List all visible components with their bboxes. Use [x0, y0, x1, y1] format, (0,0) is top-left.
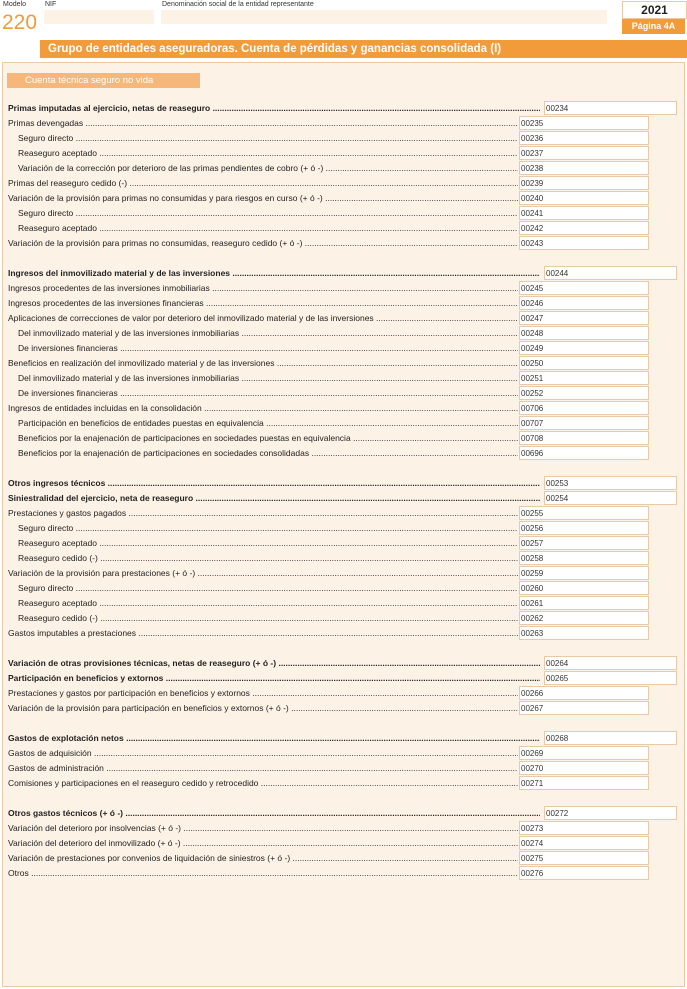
form-row — [0, 656, 687, 671]
row-label: Participación en beneficios de entidades puestas en equivalencia ..... — [18, 416, 518, 431]
box-code: 00273 — [521, 824, 544, 833]
row-label: Reaseguro aceptado ..... — [18, 221, 518, 236]
box-code: 00237 — [521, 149, 544, 158]
form-row — [0, 221, 687, 236]
row-label: Prestaciones y gastos por participación en beneficios y extornos ..... — [8, 686, 518, 701]
row-label: Seguro directo ..... — [18, 131, 518, 146]
form-row — [0, 311, 687, 326]
form-row — [0, 731, 687, 746]
row-label: Participación en beneficios y extornos ..... — [8, 671, 540, 686]
form-row — [0, 326, 687, 341]
form-row — [0, 671, 687, 686]
form-row — [0, 821, 687, 836]
form-row — [0, 266, 687, 281]
box-code: 00244 — [546, 269, 569, 278]
box-code: 00707 — [521, 419, 544, 428]
form-row — [0, 836, 687, 851]
form-row — [0, 626, 687, 641]
form-row — [0, 476, 687, 491]
box-code: 00254 — [546, 494, 569, 503]
page-title: Grupo de entidades aseguradoras. Cuenta de pérdidas y ganancias consolidada (I) — [40, 40, 687, 58]
form-row — [0, 686, 687, 701]
box-code: 00708 — [521, 434, 544, 443]
form-row — [0, 161, 687, 176]
box-code: 00246 — [521, 299, 544, 308]
form-row — [0, 116, 687, 131]
row-label: Gastos imputables a prestaciones ..... — [8, 626, 518, 641]
form-row — [0, 401, 687, 416]
row-label: De inversiones financieras ..... — [18, 341, 518, 356]
box-code: 00266 — [521, 689, 544, 698]
box-code: 00236 — [521, 134, 544, 143]
row-label: Primas del reaseguro cedido (-) ..... — [8, 176, 518, 191]
row-label: Del inmovilizado material y de las inversiones inmobiliarias ..... — [18, 371, 518, 386]
row-label: Del inmovilizado material y de las inversiones inmobiliarias ..... — [18, 326, 518, 341]
box-code: 00268 — [546, 734, 569, 743]
row-label: Variación de la provisión para primas no consumidas, reaseguro cedido (+ ó -) ..... — [8, 236, 518, 251]
box-code: 00240 — [521, 194, 544, 203]
form-row — [0, 371, 687, 386]
form-row — [0, 341, 687, 356]
row-label: Ingresos del inmovilizado material y de las inversiones ..... — [8, 266, 540, 281]
box-code: 00269 — [521, 749, 544, 758]
row-label: Variación de la provisión para primas no consumidas y para riesgos en curso (+ ó -) ..... — [8, 191, 518, 206]
form-row — [0, 761, 687, 776]
box-code: 00262 — [521, 614, 544, 623]
box-code: 00249 — [521, 344, 544, 353]
row-label: Aplicaciones de correcciones de valor por deterioro del inmovilizado material y de las inversiones ..... — [8, 311, 518, 326]
row-label: Gastos de adquisición ..... — [8, 746, 518, 761]
row-label: Reaseguro aceptado ..... — [18, 596, 518, 611]
form-row — [0, 146, 687, 161]
box-code: 00243 — [521, 239, 544, 248]
box-code: 00261 — [521, 599, 544, 608]
box-code: 00241 — [521, 209, 544, 218]
denominacion-field[interactable] — [161, 10, 607, 24]
box-code: 00274 — [521, 839, 544, 848]
box-code: 00242 — [521, 224, 544, 233]
row-label: Primas devengadas ..... — [8, 116, 518, 131]
form-row — [0, 611, 687, 626]
row-label: Variación del deterioro del inmovilizado (+ ó -) ..... — [8, 836, 518, 851]
box-code: 00250 — [521, 359, 544, 368]
modelo-label: Modelo — [3, 1, 26, 8]
box-code: 00265 — [546, 674, 569, 683]
form-row — [0, 596, 687, 611]
form-row — [0, 866, 687, 881]
form-row — [0, 386, 687, 401]
row-label: Reaseguro cedido (-) ..... — [18, 611, 518, 626]
box-code: 00257 — [521, 539, 544, 548]
row-label: Reaseguro cedido (-) ..... — [18, 551, 518, 566]
nif-field[interactable] — [44, 10, 154, 24]
box-code: 00271 — [521, 779, 544, 788]
box-code: 00264 — [546, 659, 569, 668]
row-label: Primas imputadas al ejercicio, netas de reaseguro ..... — [8, 101, 540, 116]
form-row — [0, 776, 687, 791]
form-row — [0, 581, 687, 596]
box-code: 00258 — [521, 554, 544, 563]
box-code: 00251 — [521, 374, 544, 383]
form-row — [0, 416, 687, 431]
box-code: 00238 — [521, 164, 544, 173]
form-row — [0, 491, 687, 506]
box-code: 00255 — [521, 509, 544, 518]
box-code: 00253 — [546, 479, 569, 488]
box-code: 00260 — [521, 584, 544, 593]
form-row — [0, 236, 687, 251]
modelo-number: 220 — [2, 11, 38, 34]
row-label: Variación de la corrección por deterioro de las primas pendientes de cobro (+ ó -) ..... — [18, 161, 518, 176]
box-code: 00259 — [521, 569, 544, 578]
form-row — [0, 536, 687, 551]
box-code: 00234 — [546, 104, 569, 113]
box-code: 00256 — [521, 524, 544, 533]
row-label: Ingresos procedentes de las inversiones financieras ..... — [8, 296, 518, 311]
row-label: Seguro directo ..... — [18, 521, 518, 536]
form-row — [0, 506, 687, 521]
form-row — [0, 176, 687, 191]
form-row — [0, 746, 687, 761]
row-label: Variación del deterioro por insolvencias (+ ó -) ..... — [8, 821, 518, 836]
form-row — [0, 551, 687, 566]
box-code: 00696 — [521, 449, 544, 458]
form-row — [0, 431, 687, 446]
page-badge: Página 4A — [622, 19, 685, 34]
box-code: 00239 — [521, 179, 544, 188]
box-code: 00248 — [521, 329, 544, 338]
row-label: Prestaciones y gastos pagados ..... — [8, 506, 518, 521]
denominacion-label: Denominación social de la entidad representante — [162, 1, 314, 8]
form-row — [0, 131, 687, 146]
row-label: De inversiones financieras ..... — [18, 386, 518, 401]
row-label: Variación de la provisión para prestaciones (+ ó -) ..... — [8, 566, 518, 581]
row-label: Comisiones y participaciones en el reaseguro cedido y retrocedido ..... — [8, 776, 518, 791]
box-code: 00276 — [521, 869, 544, 878]
row-label: Seguro directo ..... — [18, 581, 518, 596]
section-tab: Cuenta técnica seguro no vida — [7, 73, 200, 88]
row-label: Gastos de administración ..... — [8, 761, 518, 776]
box-code: 00235 — [521, 119, 544, 128]
row-label: Otros ..... — [8, 866, 518, 881]
row-label: Beneficios por la enajenación de participaciones en sociedades consolidadas ..... — [18, 446, 518, 461]
row-label: Gastos de explotación netos ..... — [8, 731, 540, 746]
box-code: 00247 — [521, 314, 544, 323]
year-box: 2021 — [622, 1, 687, 19]
form-row — [0, 566, 687, 581]
form-row — [0, 356, 687, 371]
row-label: Ingresos procedentes de las inversiones inmobiliarias ..... — [8, 281, 518, 296]
form-row — [0, 191, 687, 206]
row-label: Beneficios en realización del inmovilizado material y de las inversiones ..... — [8, 356, 518, 371]
box-code: 00252 — [521, 389, 544, 398]
row-label: Otros gastos técnicos (+ ó -) ..... — [8, 806, 540, 821]
box-code: 00706 — [521, 404, 544, 413]
form-row — [0, 296, 687, 311]
row-label: Seguro directo ..... — [18, 206, 518, 221]
nif-label: NIF — [45, 1, 57, 8]
row-label: Variación de prestaciones por convenios de liquidación de siniestros (+ ó -) ..... — [8, 851, 518, 866]
form-row — [0, 101, 687, 116]
form-row — [0, 281, 687, 296]
form-row — [0, 206, 687, 221]
form-row — [0, 446, 687, 461]
row-label: Reaseguro aceptado ..... — [18, 146, 518, 161]
form-row — [0, 806, 687, 821]
row-label: Otros ingresos técnicos ..... — [8, 476, 540, 491]
form-row — [0, 521, 687, 536]
box-code: 00275 — [521, 854, 544, 863]
row-label: Beneficios por la enajenación de participaciones en sociedades puestas en equivalencia ..... — [18, 431, 518, 446]
row-label: Ingresos de entidades incluidas en la consolidación ..... — [8, 401, 518, 416]
box-code: 00263 — [521, 629, 544, 638]
form-row — [0, 701, 687, 716]
box-code: 00267 — [521, 704, 544, 713]
box-code: 00245 — [521, 284, 544, 293]
row-label: Variación de la provisión para participación en beneficios y extornos (+ ó -) ..... — [8, 701, 518, 716]
row-label: Siniestralidad del ejercicio, neta de reaseguro ..... — [8, 491, 540, 506]
row-label: Variación de otras provisiones técnicas, netas de reaseguro (+ ó -) ..... — [8, 656, 540, 671]
box-code: 00270 — [521, 764, 544, 773]
box-code: 00272 — [546, 809, 569, 818]
form-row — [0, 851, 687, 866]
row-label: Reaseguro aceptado ..... — [18, 536, 518, 551]
